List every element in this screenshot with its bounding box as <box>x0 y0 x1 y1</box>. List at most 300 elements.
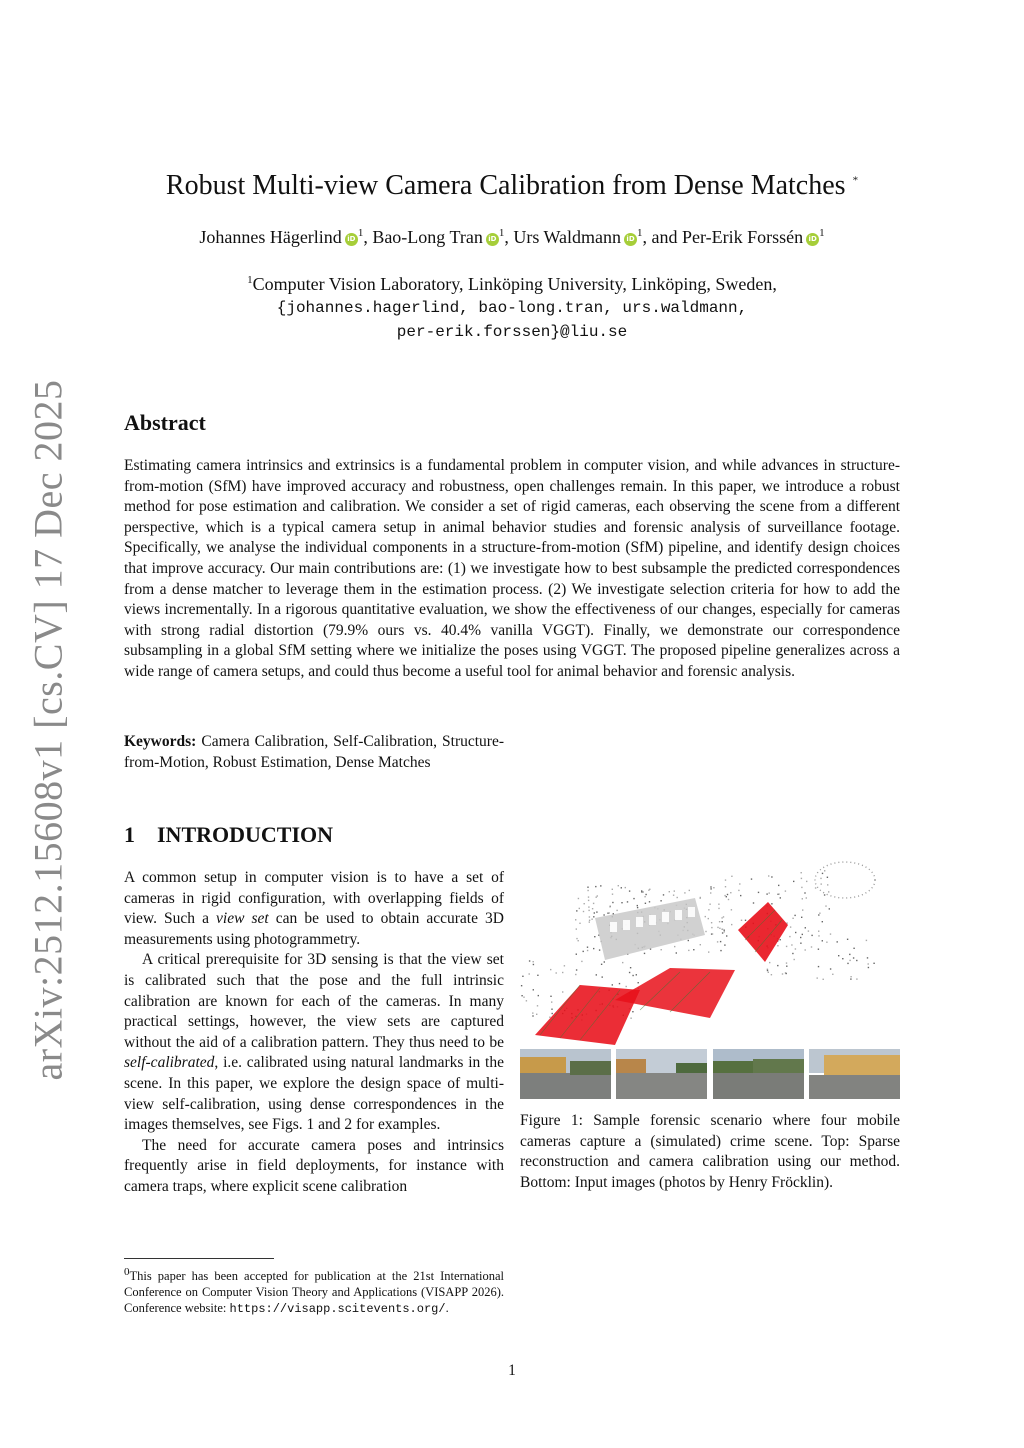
point <box>817 977 818 978</box>
point <box>712 933 713 934</box>
point <box>795 932 796 933</box>
author-name: Johannes Hägerlind <box>199 227 342 247</box>
point <box>622 962 623 963</box>
point <box>602 976 603 977</box>
point <box>731 909 732 910</box>
point <box>856 960 857 961</box>
emphasis: view set <box>216 910 269 928</box>
point <box>850 976 851 977</box>
point <box>641 890 642 891</box>
paragraph-text: , i.e. calibrated using natural landmarks in the scene. In this paper, we explore the design space of multi-view self-calibration, using dense correspondences in the images themselves, see Figs. 1 and 2 for examples. <box>124 1054 504 1134</box>
point <box>804 892 805 893</box>
point <box>790 926 791 927</box>
point <box>815 887 816 888</box>
input-photo-thumbnail[interactable] <box>809 1049 900 1099</box>
point <box>537 975 538 976</box>
point <box>644 896 645 897</box>
point <box>832 974 833 975</box>
point <box>791 944 792 945</box>
point <box>693 949 694 950</box>
conference-url-link[interactable]: https://visapp.scitevents.org/ <box>229 1302 446 1317</box>
point <box>593 916 594 917</box>
point <box>674 890 675 891</box>
point <box>717 941 718 942</box>
point <box>532 1015 533 1016</box>
point <box>583 951 584 952</box>
point <box>588 910 589 911</box>
point <box>731 924 732 925</box>
point <box>731 876 732 877</box>
point <box>645 903 646 904</box>
point <box>824 870 825 871</box>
orcid-icon[interactable]: iD <box>345 233 358 246</box>
point <box>594 936 595 937</box>
point <box>688 950 689 951</box>
point <box>584 903 585 904</box>
point <box>583 911 584 912</box>
point <box>819 913 820 914</box>
point <box>532 1012 533 1013</box>
point <box>589 916 590 917</box>
author-name: Per-Erik Forssén <box>682 227 804 247</box>
author-affil-mark: 1 <box>819 227 825 239</box>
point <box>829 908 830 909</box>
point <box>713 887 714 888</box>
point <box>589 921 590 922</box>
point <box>669 891 670 892</box>
point <box>828 891 829 892</box>
point <box>838 955 839 956</box>
point <box>621 902 622 903</box>
sparse-reconstruction-image <box>520 840 900 1045</box>
point <box>550 996 551 997</box>
figure-caption: Figure 1: Sample forensic scenario where four mobile cameras capture a (simulated) crime scene. Top: Sparse reconstruction and camera calibration using our method. Bottom: Input images (photos by Henry Fröcklin). <box>520 1112 900 1191</box>
point <box>768 972 769 973</box>
figure-1 <box>520 840 900 1193</box>
point <box>521 995 522 996</box>
point <box>842 958 843 959</box>
point <box>711 927 712 928</box>
point <box>766 893 767 894</box>
paragraph-text: A common setup in computer vision is to have a set of cameras in rigid configuration, with overlapping fields of view. Such a <box>124 869 504 928</box>
point <box>789 936 790 937</box>
point <box>627 901 628 902</box>
author-separator: , <box>363 227 373 247</box>
affiliation-mark: 1 <box>247 274 253 286</box>
point <box>719 921 720 922</box>
point <box>786 946 787 947</box>
point <box>725 879 726 880</box>
point <box>533 989 534 990</box>
paragraph-text: can be used to obtain accurate 3D measurements using photogrammetry. <box>124 910 504 948</box>
point <box>786 966 787 967</box>
point <box>533 961 534 962</box>
point <box>596 897 597 898</box>
point <box>596 974 597 975</box>
point <box>700 944 701 945</box>
point <box>769 892 770 893</box>
point <box>805 949 806 950</box>
point <box>827 884 828 885</box>
point <box>795 948 796 949</box>
point <box>827 877 828 878</box>
point <box>720 950 721 951</box>
point <box>603 914 604 915</box>
point <box>811 946 812 947</box>
point <box>522 976 523 977</box>
point <box>745 920 746 921</box>
point <box>576 928 577 929</box>
point <box>718 908 719 909</box>
point <box>637 907 638 908</box>
author-list <box>124 227 900 248</box>
point <box>523 997 524 998</box>
point <box>674 946 675 947</box>
point <box>609 906 610 907</box>
point <box>629 890 630 891</box>
point <box>717 927 718 928</box>
author-name: Urs Waldmann <box>513 227 622 247</box>
point <box>725 886 726 887</box>
point <box>609 912 610 913</box>
point <box>794 915 795 916</box>
author-separator: , <box>504 227 514 247</box>
footnote <box>124 1264 504 1317</box>
point <box>778 885 779 886</box>
title-text: Robust Multi-view Camera Calibration from Dense Matches <box>165 170 846 201</box>
point <box>619 983 620 984</box>
point <box>621 887 622 888</box>
point <box>564 965 565 966</box>
point <box>636 974 637 975</box>
point <box>802 934 803 935</box>
point <box>643 891 644 892</box>
point <box>866 940 867 941</box>
point <box>708 918 709 919</box>
point <box>709 904 710 905</box>
point <box>767 970 768 971</box>
point <box>824 894 825 895</box>
point <box>594 912 595 913</box>
point <box>633 898 634 899</box>
page-number: 1 <box>508 1362 516 1379</box>
point <box>822 873 823 874</box>
affiliation-block <box>124 268 900 344</box>
point <box>718 904 719 905</box>
affiliation-text: Computer Vision Laboratory, Linköping University, Linköping, Sweden, <box>252 274 777 294</box>
point <box>849 954 850 955</box>
point <box>794 959 795 960</box>
point <box>562 991 563 992</box>
orcid-icon[interactable]: iD <box>624 233 637 246</box>
point <box>726 896 727 897</box>
point <box>806 897 807 898</box>
point <box>726 935 727 936</box>
point <box>593 903 594 904</box>
point <box>708 951 709 952</box>
point <box>801 887 802 888</box>
footnote-mark: 0 <box>124 1266 130 1278</box>
point <box>630 1018 631 1019</box>
orcid-icon[interactable]: iD <box>486 233 499 246</box>
point <box>576 954 577 955</box>
point <box>777 945 778 946</box>
point <box>618 885 619 886</box>
point <box>587 887 588 888</box>
point <box>873 963 874 964</box>
point <box>741 920 742 921</box>
author-name: Bao-Long Tran <box>372 227 483 247</box>
point <box>853 957 854 958</box>
point <box>575 919 576 920</box>
point <box>632 975 633 976</box>
point <box>604 961 605 962</box>
point <box>550 969 551 970</box>
point <box>581 961 582 962</box>
point <box>578 898 579 899</box>
point <box>632 1011 633 1012</box>
point <box>588 906 589 907</box>
point <box>850 978 851 979</box>
point <box>587 950 588 951</box>
point <box>837 941 838 942</box>
point <box>579 908 580 909</box>
point <box>578 940 579 941</box>
title-footnote-mark: * <box>852 174 859 187</box>
point <box>630 967 631 968</box>
point <box>868 967 869 968</box>
point <box>575 974 576 975</box>
point <box>825 905 826 906</box>
point <box>780 897 781 898</box>
point <box>786 962 787 963</box>
point <box>588 896 589 897</box>
point <box>818 966 819 967</box>
point <box>599 949 600 950</box>
point <box>847 939 848 940</box>
point <box>612 902 613 903</box>
author-emails: {johannes.hagerlind, bao-long.tran, urs.waldmann, <box>276 299 748 317</box>
input-photo-thumbnail[interactable] <box>616 1049 707 1099</box>
point <box>551 1009 552 1010</box>
author-emails: per-erik.forssen}@liu.se <box>396 323 628 341</box>
point <box>526 1000 527 1001</box>
point <box>533 964 534 965</box>
point <box>753 902 754 903</box>
point <box>708 909 709 910</box>
point <box>806 881 807 882</box>
paragraph <box>124 868 504 950</box>
abstract-text: Estimating camera intrinsics and extrinsics is a fundamental problem in computer vision, and while advances in structure-from-motion (SfM) have improved accuracy and robustness, open challenges remain. In this paper, we introduce a robust method for pose estimation and calibration. We consider a set of rigid cameras, each observing the scene from a different perspective, which is a typical camera setup in animal behavior studies and forensic analysis of surveillance footage. Specifically, we analyse the individual components in a structure-from-motion (SfM) pipeline, and identify design choices that improve accuracy. Our main contributions are: (1) we investigate how to best subsample the predicted correspondences from a dense matcher to leverage them in the estimation process. (2) We investigate selection criteria for how to add the views incrementally. In a rigorous quantitative evaluation, we show the effectiveness of our changes, especially for cameras with strong radial distortion (79.9% ours vs. 40.4% vanilla VGGT). Finally, we demonstrate our correspondence subsampling in a global SfM setting where we initialize the poses using VGGT. The proposed pipeline generalizes across a wide range of camera setups, and could thus become a useful tool for animal behavior and forensic analysis. <box>124 457 900 680</box>
point <box>818 935 819 936</box>
point <box>625 887 626 888</box>
point <box>849 960 850 961</box>
paper-title <box>124 170 900 202</box>
point <box>771 876 772 877</box>
point <box>529 973 530 974</box>
point <box>771 974 772 975</box>
point <box>661 949 662 950</box>
point <box>768 875 769 876</box>
point <box>800 937 801 938</box>
point <box>592 908 593 909</box>
point <box>722 921 723 922</box>
point <box>597 895 598 896</box>
point <box>549 1017 550 1018</box>
point <box>587 947 588 948</box>
point <box>778 893 779 894</box>
point <box>826 942 827 943</box>
point <box>673 895 674 896</box>
point <box>676 952 677 953</box>
point <box>637 905 638 906</box>
author-separator: , and <box>642 227 683 247</box>
point <box>612 984 613 985</box>
input-photo-thumbnail[interactable] <box>520 1049 611 1099</box>
point <box>782 973 783 974</box>
footnote-divider <box>124 1258 274 1259</box>
point <box>727 894 728 895</box>
point <box>802 898 803 899</box>
point <box>777 965 778 966</box>
point <box>758 892 759 893</box>
point <box>724 944 725 945</box>
point <box>724 895 725 896</box>
point <box>730 892 731 893</box>
point <box>830 933 831 934</box>
input-image-strip <box>520 1049 900 1099</box>
point <box>801 872 802 873</box>
section-number: 1 <box>124 822 135 847</box>
point <box>818 931 819 932</box>
point <box>771 903 772 904</box>
point <box>800 943 801 944</box>
point <box>808 930 809 931</box>
point <box>821 883 822 884</box>
point <box>767 969 768 970</box>
point <box>818 949 819 950</box>
point <box>728 899 729 900</box>
point <box>793 881 794 882</box>
point <box>591 919 592 920</box>
point <box>786 973 787 974</box>
point <box>529 960 530 961</box>
point <box>537 1005 538 1006</box>
point <box>751 878 752 879</box>
paragraph: The need for accurate camera poses and intrinsics frequently arise in field deployments, for instance with camera traps, where explicit scene calibration <box>124 1136 504 1195</box>
point <box>579 923 580 924</box>
point <box>589 920 590 921</box>
point <box>576 969 577 970</box>
point <box>723 916 724 917</box>
point <box>601 964 602 965</box>
point <box>629 972 630 973</box>
section-heading-introduction <box>124 822 333 848</box>
point <box>521 985 522 986</box>
point <box>780 939 781 940</box>
point <box>802 909 803 910</box>
point <box>820 878 821 879</box>
point <box>710 888 711 889</box>
abstract-heading: Abstract <box>124 410 206 435</box>
point <box>792 953 793 954</box>
orcid-icon[interactable]: iD <box>806 233 819 246</box>
point <box>724 931 725 932</box>
point <box>552 1013 553 1014</box>
point <box>822 940 823 941</box>
point <box>588 900 589 901</box>
point <box>830 968 831 969</box>
footnote-text: This paper has been accepted for publication at the 21st International Conference on Computer Vision Theory and Applications (VISAPP 2026). Conference website: <box>124 1269 504 1316</box>
point <box>719 928 720 929</box>
point <box>660 900 661 901</box>
point <box>616 910 617 911</box>
point <box>710 892 711 893</box>
point <box>711 922 712 923</box>
point <box>645 894 646 895</box>
input-photo-thumbnail[interactable] <box>713 1049 804 1099</box>
point <box>722 929 723 930</box>
point <box>818 914 819 915</box>
arxiv-identifier-stamp: arXiv:2512.15608v1 [cs.CV] 17 Dec 2025 <box>25 379 71 1081</box>
point <box>801 917 802 918</box>
point <box>868 963 869 964</box>
point <box>612 889 613 890</box>
point <box>700 898 701 899</box>
point <box>822 921 823 922</box>
footnote-end: . <box>445 1301 449 1316</box>
point <box>792 918 793 919</box>
point <box>722 932 723 933</box>
point <box>607 913 608 914</box>
point <box>626 986 627 987</box>
point <box>710 886 711 887</box>
introduction-body <box>124 868 504 1198</box>
point <box>551 1001 552 1002</box>
point <box>644 953 645 954</box>
affiliation-line <box>124 268 900 296</box>
point <box>823 979 824 980</box>
point <box>689 890 690 891</box>
point <box>688 940 689 941</box>
point <box>595 886 596 887</box>
keywords-label: Keywords: <box>124 733 197 750</box>
paragraph-text: A critical prerequisite for 3D sensing is that the view set is calibrated such that the pose and the full intrinsic calibration are known for each of the cameras. In many practical settings, however, the view sets are captured without the aid of a calibration pattern. They thus need to be <box>124 951 504 1051</box>
point <box>612 894 613 895</box>
point <box>705 916 706 917</box>
point <box>587 890 588 891</box>
point <box>593 948 594 949</box>
point <box>721 917 722 918</box>
point <box>724 930 725 931</box>
author-affil-mark: 1 <box>357 227 364 239</box>
point <box>720 941 721 942</box>
point <box>847 963 848 964</box>
point <box>785 890 786 891</box>
emphasis: self-calibrated <box>124 1054 215 1072</box>
section-title: INTRODUCTION <box>157 822 334 847</box>
point <box>705 931 706 932</box>
point <box>536 1014 537 1015</box>
keywords-text: Camera Calibration, Self-Calibration, Structure-from-Motion, Robust Estimation, Dense Matches <box>124 733 505 771</box>
paragraph <box>124 950 504 1135</box>
point <box>867 957 868 958</box>
point <box>600 885 601 886</box>
point <box>769 962 770 963</box>
point <box>576 910 577 911</box>
point <box>684 892 685 893</box>
point <box>856 978 857 979</box>
